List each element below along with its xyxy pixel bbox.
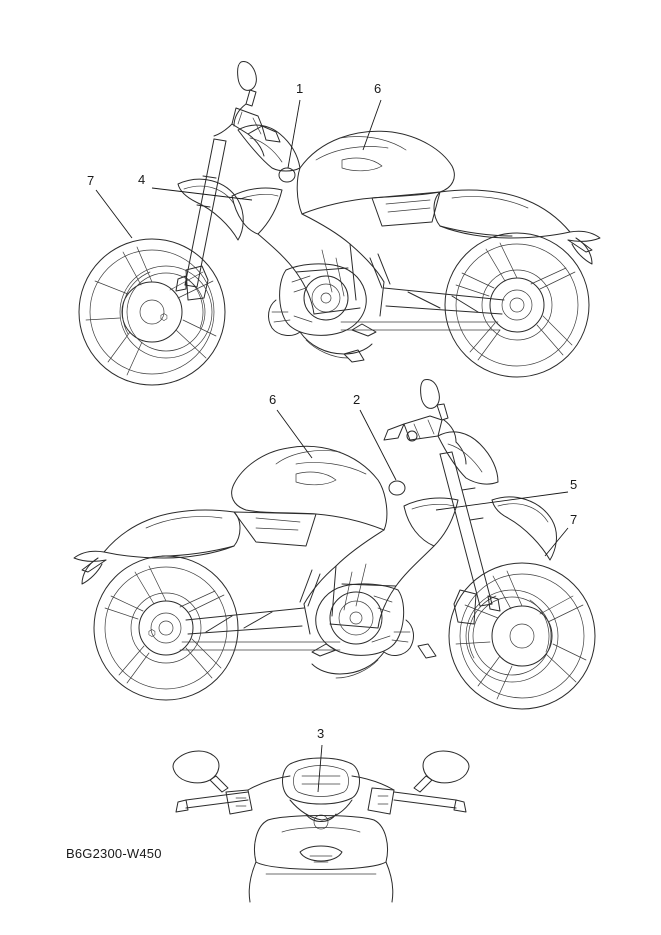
engine-right-view [312, 584, 436, 678]
front-cowl-left-view [238, 125, 300, 171]
view-left-side [79, 61, 600, 385]
front-fork-left-view [176, 139, 243, 291]
callout-leader-lines [96, 100, 568, 792]
handlebar-front-view [176, 776, 466, 814]
callout-5: 5 [570, 477, 578, 492]
cockpit-right-view [384, 379, 466, 464]
shroud-graphic-left-view [232, 188, 282, 234]
shroud-graphic-right-view [404, 498, 458, 546]
front-wheel-left-view [79, 239, 225, 385]
side-emblem-right-view [389, 481, 405, 495]
callout-3: 3 [317, 726, 325, 741]
callout-6-right: 6 [269, 392, 277, 407]
tail-section-left-view [372, 190, 600, 264]
front-cowl-right-view [438, 432, 498, 484]
callout-7-right: 7 [570, 512, 578, 527]
callout-2: 2 [353, 392, 361, 407]
callout-7-left: 7 [87, 173, 95, 188]
svg-text:⬡: ⬡ [148, 628, 156, 638]
callout-4: 4 [138, 172, 146, 187]
view-right-side [74, 379, 595, 709]
side-emblem-left-view [279, 168, 295, 182]
front-wheel-right-view [449, 563, 595, 709]
part-code-label: B6G2300-W450 [66, 846, 162, 861]
view-front-cockpit [173, 751, 469, 902]
callout-6-left: 6 [374, 81, 382, 96]
tail-section-right-view [74, 510, 316, 584]
rear-wheel-right-view [94, 556, 340, 700]
callout-1: 1 [296, 81, 304, 96]
instrument-cluster-front-view [283, 758, 360, 804]
fuel-tank-right-view [232, 446, 387, 530]
front-fork-right-view [440, 452, 556, 611]
svg-text:⬡: ⬡ [160, 312, 168, 322]
fuel-tank-left-view [297, 131, 454, 214]
triple-clamp-front-view [249, 800, 393, 902]
